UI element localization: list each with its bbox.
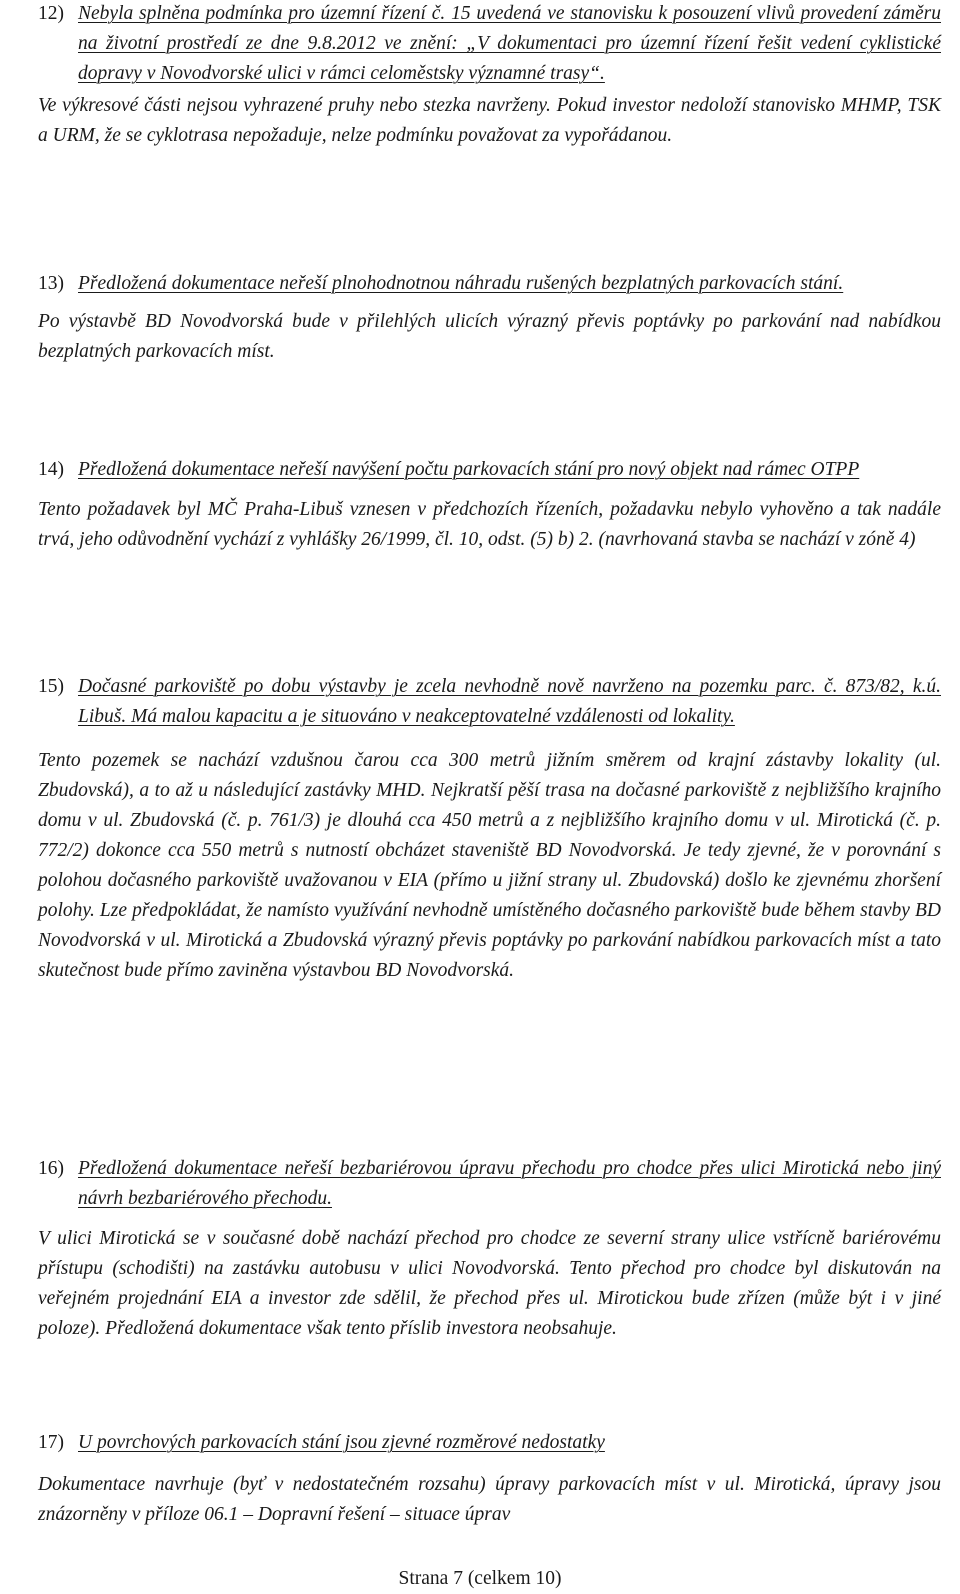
item-response: Dokumentace navrhuje (byť v nedostatečném rozsahu) úpravy parkovacích míst v ul. Mirotická, úpravy jsou znázorněny v příloze 06.1 – Dopravní řešení – situace úprav — [38, 1474, 941, 1525]
item-number: 14) — [38, 459, 64, 480]
item-12 — [38, 0, 941, 151]
item-response: Ve výkresové části nejsou vyhrazené pruhy nebo stezka navrženy. Pokud investor nedoloží stanovisko MHMP, TSK a URM, že se cyklotrasa nepožaduje, nelze podmínku považovat za vypořádanou. — [38, 95, 941, 146]
item-demand — [38, 0, 941, 89]
item-demand-text: Nebyla splněna podmínka pro územní řízení č. 15 uvedená ve stanovisku k posouzení vlivů provedení záměru na životní prostředí ze dne 9.8.2012 ve znění: „V dokumentaci pro územní řízení řešit vedení cyklistické dopravy v Novodvorské ulici v rámci celoměstsky významné trasy“. — [78, 3, 941, 84]
item-response: Tento požadavek byl MČ Praha-Libuš vznesen v předchozích řízeních, požadavku nebylo vyhověno a tak nadále trvá, jeho odůvodnění vychází z vyhlášky 26/1999, čl. 10, odst. (5) b) 2. (navrhovaná stavba se nachází v zóně 4) — [38, 499, 941, 550]
item-17 — [38, 1428, 941, 1530]
item-number: 16) — [38, 1158, 64, 1179]
item-demand-text: Dočasné parkoviště po dobu výstavby je zcela nevhodně nově navrženo na pozemku parc. č. 873/82, k.ú. Libuš. Má malou kapacitu a je situováno v neakceptovatelné vzdálenosti od lokality. — [78, 676, 941, 727]
item-response: Po výstavbě BD Novodvorská bude v přilehlých ulicích výrazný převis poptávky po parkování nad nabídkou bezplatných parkovacích míst. — [38, 311, 941, 362]
item-demand — [38, 269, 941, 299]
item-16 — [38, 1154, 941, 1344]
item-demand-text: Předložená dokumentace neřeší bezbariérovou úpravu přechodu pro chodce přes ulici Mirotická nebo jiný návrh bezbariérového přechodu. — [78, 1158, 941, 1209]
item-demand-text: Předložená dokumentace neřeší plnohodnotnou náhradu rušených bezplatných parkovacích stání. — [78, 273, 844, 294]
item-demand-text: U povrchových parkovacích stání jsou zjevné rozměrové nedostatky — [78, 1432, 605, 1453]
item-number: 15) — [38, 676, 64, 697]
item-number: 12) — [38, 3, 64, 24]
item-demand-text: Předložená dokumentace neřeší navýšení počtu parkovacích stání pro nový objekt nad rámec OTPP — [78, 459, 860, 480]
item-response: Tento pozemek se nachází vzdušnou čarou cca 300 metrů jižním směrem od krajní zástavby lokality (ul. Zbudovská), a to až u následující zastávky MHD. Nejkratší pěší trasa na dočasné parkoviště z nejbližšího krajního domu v ul. Zbudovská (č. p. 761/3) je dlouhá cca 450 metrů a z nejbližšího krajního domu v ul. Mirotická (č. p. 772/2) dokonce cca 550 metrů s nutností obcházet staveniště BD Novodvorská. Je tedy zjevné, že v porovnání s polohou dočasného parkoviště uvažovanou v EIA (přímo u jižní strany ul. Zbudovská) došlo ke zjevnému zhoršení polohy. Lze předpokládat, že namísto využívání nevhodně umístěného dočasného parkoviště bude během stavby BD Novodvorská v ul. Mirotická a Zbudovská výrazný převis poptávky po parkování nabídkou parkovacích míst a tato skutečnost bude přímo zaviněna výstavbou BD Novodvorská. — [38, 750, 941, 981]
item-demand — [38, 1154, 941, 1214]
item-14 — [38, 455, 941, 555]
item-demand — [38, 672, 941, 732]
item-demand — [38, 1428, 941, 1458]
item-13 — [38, 269, 941, 367]
item-response: V ulici Mirotická se v současné době nachází přechod pro chodce ze severní strany ulice vstřícně bariérovému přístupu (schodišti) na zastávku autobusu v ulici Novodvorská. Tento přechod pro chodce byl diskutován na veřejném projednání EIA a investor zde sdělil, že přechod přes ul. Mirotickou bude zřízen (může být i v jiné poloze). Předložená dokumentace však tento příslib investora neobsahuje. — [38, 1228, 941, 1339]
item-number: 17) — [38, 1432, 64, 1453]
item-number: 13) — [38, 273, 64, 294]
item-demand — [38, 455, 941, 485]
page-footer: Strana 7 (celkem 10) — [398, 1568, 562, 1589]
item-15 — [38, 672, 941, 986]
